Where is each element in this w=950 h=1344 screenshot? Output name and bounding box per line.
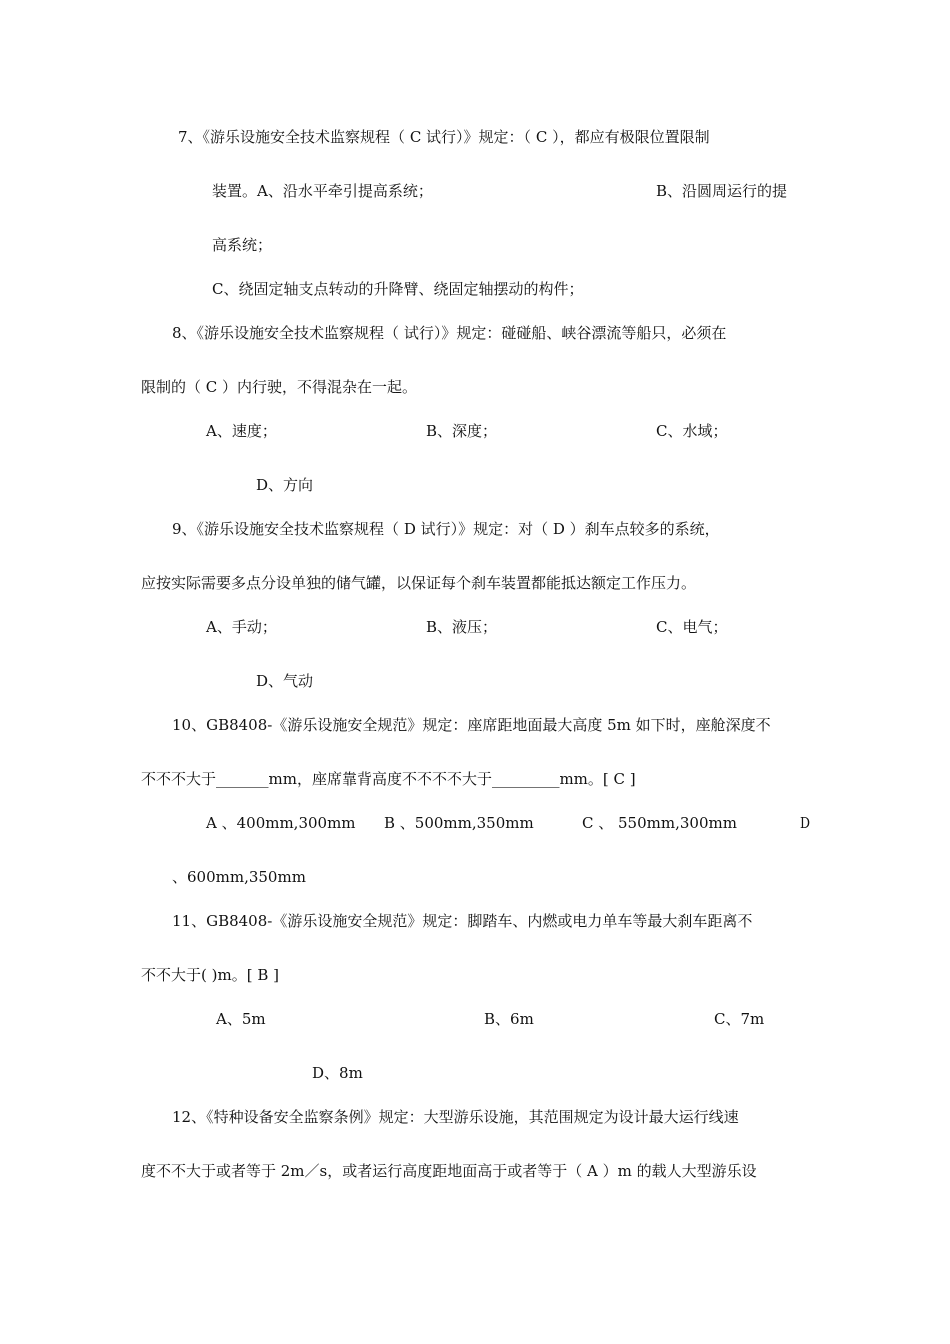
q11-option-a: A、5m <box>216 1010 266 1028</box>
q11-line2: 不不大于( )m。[ B ] <box>141 966 279 984</box>
q11-line1: 11、GB8408-《游乐设施安全规范》规定：脚踏车、内燃或电力单车等最大刹车距离不 <box>172 912 753 930</box>
q11-option-b: B、6m <box>484 1010 534 1028</box>
q7-line3: 高系统； <box>212 236 273 254</box>
q10-option-d-value: 、600mm,350mm <box>172 868 306 886</box>
q9-option-c: C、电气； <box>656 618 728 636</box>
q9-option-a: A、手动； <box>206 618 277 636</box>
q7-option-b: B、沿圆周运行的提 <box>656 182 788 200</box>
q8-option-b: B、深度； <box>426 422 498 440</box>
q12-line2: 度不不大于或者等于 2m／s，或者运行高度距地面高于或者等于（ A ）m 的载人大型游乐设 <box>141 1162 757 1180</box>
q9-option-b: B、液压； <box>426 618 498 636</box>
q10-line1: 10、GB8408-《游乐设施安全规范》规定：座席距地面最大高度 5m 如下时，座舱深度不 <box>172 716 771 734</box>
q8-line2: 限制的（ C ）内行驶，不得混杂在一起。 <box>141 378 418 396</box>
q10-line2: 不不不大于_______mm，座席靠背高度不不不不大于_________mm。[ C ] <box>141 770 636 788</box>
q8-option-c: C、水域； <box>656 422 728 440</box>
q8-line1: 8、《游乐设施安全技术监察规程（ 试行）》规定：碰碰船、峡谷漂流等船只，必须在 <box>172 324 727 342</box>
q8-option-d: D、方向 <box>256 476 314 494</box>
q7-option-c: C、绕固定轴支点转动的升降臂、绕固定轴摆动的构件； <box>212 280 584 298</box>
q10-option-b: B 、500mm,350mm <box>384 814 534 832</box>
q10-option-c: C 、 550mm,300mm <box>582 814 737 832</box>
q7-line1 <box>178 128 810 146</box>
q11-option-d: D、8m <box>312 1064 363 1082</box>
q9-option-d: D、气动 <box>256 672 314 690</box>
q7-line1-text: 7、《游乐设施安全技术监察规程（ C 试行）》规定：（ C ），都应有极限位置限制 <box>178 128 710 146</box>
q7-option-a: 装置。A、沿水平牵引提高系统； <box>212 182 433 200</box>
q10-option-d: D <box>800 814 811 832</box>
q12-line1: 12、《特种设备安全监察条例》规定：大型游乐设施，其范围规定为设计最大运行线速 <box>172 1108 739 1126</box>
q9-line1: 9、《游乐设施安全技术监察规程（ D 试行）》规定：对（ D ）刹车点较多的系统， <box>172 520 720 538</box>
q9-line2: 应按实际需要多点分设单独的储气罐，以保证每个刹车装置都能抵达额定工作压力。 <box>141 574 697 592</box>
q10-option-a: A 、400mm,300mm <box>206 814 356 832</box>
q8-option-a: A、速度； <box>206 422 277 440</box>
q11-option-c: C、7m <box>714 1010 765 1028</box>
